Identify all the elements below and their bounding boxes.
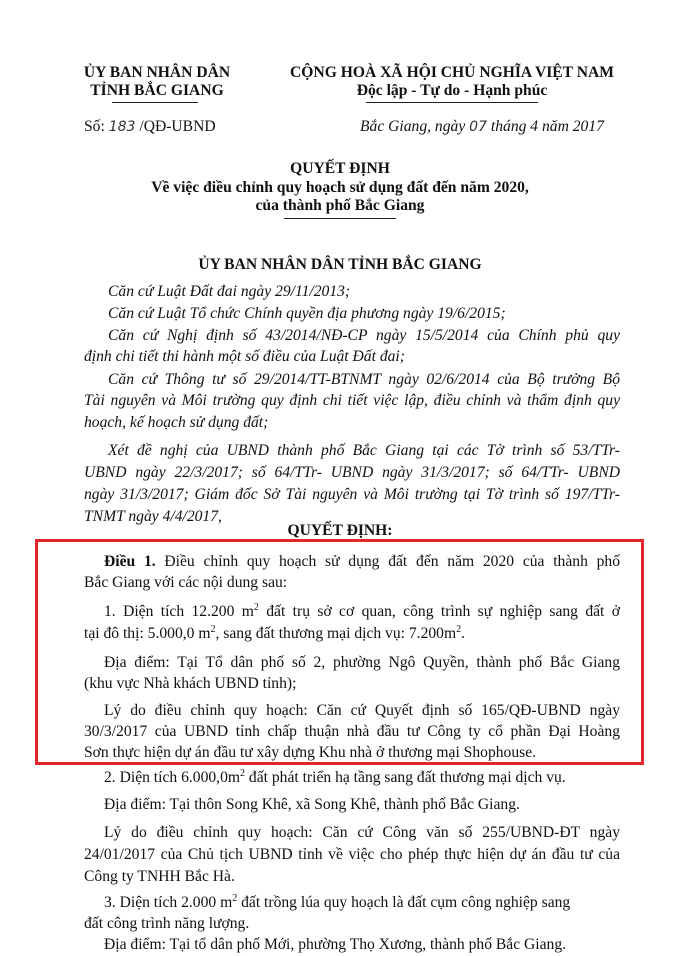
item3-text: đất trồng lúa quy hoạch là đất cụm công nghiệp sang	[237, 894, 571, 911]
unit-superscript: 2	[232, 892, 238, 904]
item1-text: tại đô thị: 5.000,0 m	[84, 625, 211, 642]
basis-line: Xét đề nghị của UBND thành phố Bắc Giang tại các Tờ trình số 53/TTr-	[108, 442, 620, 459]
document-date	[360, 118, 604, 136]
issuer-line1: ỦY BAN NHÂN DÂN	[83, 64, 231, 81]
basis-line: TNMT ngày 4/4/2017,	[84, 508, 222, 525]
article1-line2: Bắc Giang với các nội dung sau:	[84, 574, 288, 591]
number-handwritten: 183	[108, 119, 136, 135]
nation-title: CỘNG HOÀ XÃ HỘI CHỦ NGHĨA VIỆT NAM	[290, 64, 614, 81]
location1-line2: (khu vực Nhà khách UBND tỉnh);	[84, 675, 297, 692]
basis-line: Căn cứ Luật Đất đai ngày 29/11/2013;	[108, 283, 351, 300]
article-label: Điều 1.	[104, 553, 156, 570]
item1-text: .	[461, 625, 466, 642]
document-title: QUYẾT ĐỊNH	[290, 160, 390, 177]
basis-line: hoạch, kế hoạch sử dụng đất;	[84, 414, 269, 431]
basis-line: định chi tiết thi hành một số điều của Luật Đất đai;	[84, 348, 405, 365]
basis-line: ngày 31/3/2017; Giám đốc Sở Tài nguyên và Môi trường tại Tờ trình số 197/TTr-	[84, 486, 620, 503]
item1-line1	[104, 603, 620, 621]
unit-superscript: 2	[253, 601, 259, 613]
date-prefix: Bắc Giang, ngày	[360, 118, 466, 135]
location3-line: Địa điểm: Tại tổ dân phố Mới, phường Thọ Xương, thành phố Bắc Giang.	[104, 936, 567, 953]
issuer-underline	[112, 102, 198, 103]
reason2-line1: Lý do điều chỉnh quy hoạch: Căn cứ Công văn số 255/UBND-ĐT ngày	[104, 824, 620, 841]
unit-superscript: 2	[456, 623, 462, 635]
reason2-line3: Công ty TNHH Bắc Hà.	[84, 868, 235, 885]
item1-text: 1. Diện tích 12.200 m	[104, 603, 254, 620]
reason1-line2: 30/3/2017 của UBND tỉnh chấp thuận nhà đầu tư Công ty cổ phần Đại Hoàng	[84, 723, 620, 740]
title-underline	[284, 218, 396, 219]
item3-line1	[104, 894, 570, 912]
reason1-line1: Lý do điều chỉnh quy hoạch: Căn cứ Quyết định số 165/QĐ-UBND ngày	[104, 702, 620, 719]
article1-intro: Điều chỉnh quy hoạch sử dụng đất đến năm 2020 của thành phố	[164, 553, 621, 570]
location1-line1: Địa điểm: Tại Tổ dân phố số 2, phường Ngô Quyền, thành phố Bắc Giang	[104, 654, 620, 671]
item1-text: , sang đất thương mại dịch vụ: 7.200m	[215, 625, 457, 642]
date-day-handwritten: 07	[469, 119, 487, 135]
reason2-line2: 24/01/2017 của Chủ tịch UBND tỉnh về việc cho phép thực hiện dự án đầu tư của	[84, 846, 620, 863]
location2-line: Địa điểm: Tại thôn Song Khê, xã Song Khê, thành phố Bắc Giang.	[104, 796, 520, 813]
item2-text: 2. Diện tích 6.000,0m	[104, 769, 240, 786]
decision-heading: QUYẾT ĐỊNH:	[287, 522, 393, 539]
document-number	[84, 118, 216, 136]
document-subject-line2: của thành phố Bắc Giang	[255, 197, 425, 214]
number-prefix: Số:	[84, 118, 105, 135]
document-subject-line1: Về việc điều chỉnh quy hoạch sử dụng đất đến năm 2020,	[151, 179, 529, 196]
item1-text: đất trụ sở cơ quan, công trình sự nghiệp sang đất ở	[258, 603, 621, 620]
basis-line: UBND ngày 22/3/2017; số 64/TTr- UBND ngày 31/3/2017; số 64/TTr- UBND	[84, 464, 620, 481]
basis-line: Căn cứ Thông tư số 29/2014/TT-BTNMT ngày 02/6/2014 của Bộ trưởng Bộ	[108, 371, 620, 388]
authority-heading: ỦY BAN NHÂN DÂN TỈNH BẮC GIANG	[198, 256, 482, 273]
item2-text: đất phát triển hạ tầng sang đất thương mại dịch vụ.	[245, 769, 566, 786]
nation-motto: Độc lập - Tự do - Hạnh phúc	[356, 82, 548, 99]
unit-superscript: 2	[240, 767, 245, 779]
number-suffix: /QĐ-UBND	[139, 118, 216, 135]
unit-superscript: 2	[210, 623, 216, 635]
item1-line2	[84, 625, 465, 643]
item3-line2: đất công trình năng lượng.	[84, 915, 250, 932]
reason1-line3: Sơn thực hiện dự án đầu tư xây dựng Khu nhà ở thương mại Shophouse.	[84, 744, 537, 761]
date-suffix: tháng 4 năm 2017	[490, 118, 604, 135]
issuer-line2: TỈNH BẮC GIANG	[90, 82, 224, 99]
item3-text: 3. Diện tích 2.000 m	[104, 894, 233, 911]
basis-line: Căn cứ Luật Tổ chức Chính quyền địa phương ngày 19/6/2015;	[108, 305, 506, 322]
basis-line: Căn cứ Nghị định số 43/2014/NĐ-CP ngày 15/5/2014 của Chính phủ quy	[108, 327, 620, 344]
item2-line	[104, 769, 566, 787]
motto-underline	[366, 102, 538, 103]
article1-line1	[104, 553, 620, 571]
basis-line: Tài nguyên và Môi trường quy định chi tiết việc lập, điều chỉnh và thẩm định quy	[84, 392, 620, 409]
